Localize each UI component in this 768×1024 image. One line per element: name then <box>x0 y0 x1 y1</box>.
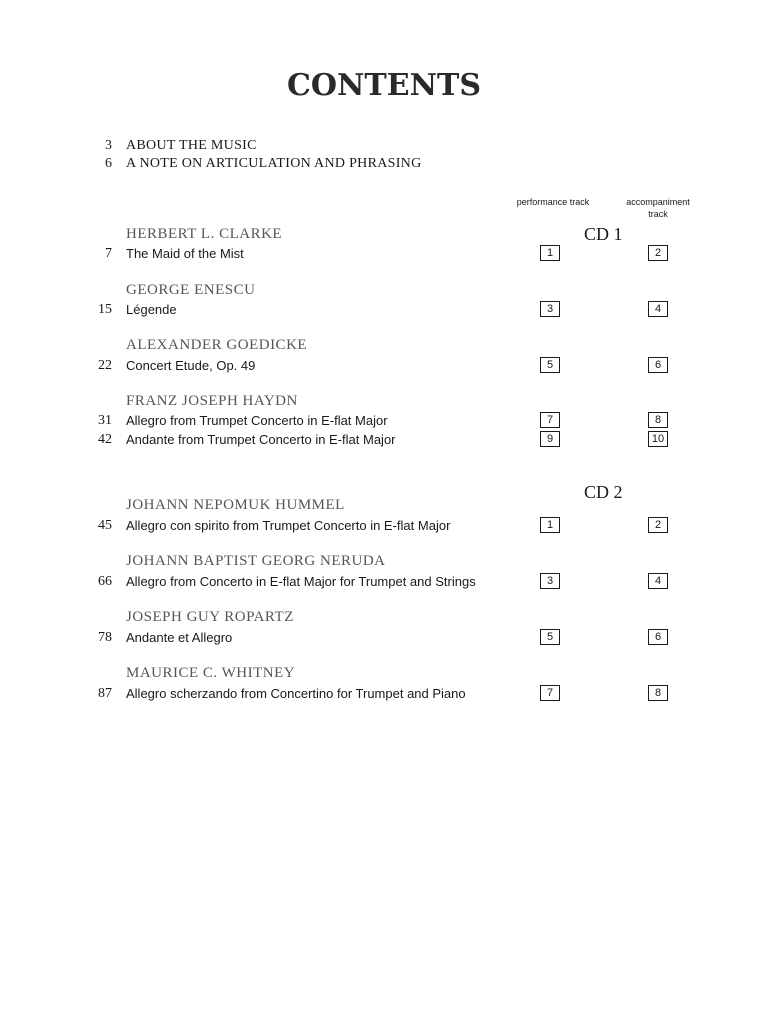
piece-title: Allegro from Trumpet Concerto in E-flat Major <box>126 413 388 428</box>
cd1-label: CD 1 <box>584 224 623 244</box>
accompaniment-track-box: 2 <box>648 517 668 533</box>
piece-title: Concert Etude, Op. 49 <box>126 358 256 373</box>
accompaniment-track-box: 8 <box>648 685 668 701</box>
piece-title: Allegro scherzando from Concertino for Trumpet and Piano <box>126 686 466 701</box>
entry-title: A NOTE ON ARTICULATION AND PHRASING <box>126 156 422 171</box>
performance-track-box: 5 <box>540 629 560 645</box>
performance-track-box: 1 <box>540 245 560 261</box>
page-number: 78 <box>98 630 112 645</box>
entry-title: ABOUT THE MUSIC <box>126 138 257 153</box>
performance-track-box: 3 <box>540 301 560 317</box>
piece-entry[interactable] <box>0 517 768 535</box>
page-title: CONTENTS <box>286 68 482 103</box>
composer-name: FRANZ JOSEPH HAYDN <box>126 393 298 409</box>
piece-title: Légende <box>126 302 177 317</box>
performance-track-box: 7 <box>540 412 560 428</box>
piece-title: Andante et Allegro <box>126 630 233 645</box>
piece-entry[interactable] <box>0 573 768 591</box>
composer-name: JOSEPH GUY ROPARTZ <box>126 609 294 625</box>
composer-name: HERBERT L. CLARKE <box>126 226 283 242</box>
page-number: 66 <box>98 574 112 589</box>
piece-entry[interactable] <box>0 431 768 449</box>
page-number: 3 <box>105 138 112 153</box>
piece-entry[interactable] <box>0 301 768 319</box>
composer-name: ALEXANDER GOEDICKE <box>126 337 308 353</box>
piece-entry[interactable] <box>0 685 768 703</box>
performance-track-header: performance track <box>516 197 590 207</box>
piece-entry[interactable] <box>0 412 768 430</box>
accompaniment-track-box: 4 <box>648 301 668 317</box>
performance-track-box: 7 <box>540 685 560 701</box>
page-number: 22 <box>98 358 112 373</box>
page-number: 87 <box>98 686 112 701</box>
accompaniment-track-box: 4 <box>648 573 668 589</box>
accompaniment-track-box: 2 <box>648 245 668 261</box>
cd2-label: CD 2 <box>584 482 623 502</box>
performance-track-box: 9 <box>540 431 560 447</box>
accompaniment-track-box: 10 <box>648 431 668 447</box>
page-number: 45 <box>98 518 112 533</box>
page-number: 15 <box>98 302 112 317</box>
piece-title: Allegro con spirito from Trumpet Concerto in E-flat Major <box>126 518 451 533</box>
page-number: 31 <box>98 413 112 428</box>
piece-entry[interactable] <box>0 357 768 375</box>
piece-entry[interactable] <box>0 245 768 263</box>
composer-name: JOHANN NEPOMUK HUMMEL <box>126 497 345 513</box>
accompaniment-track-box: 6 <box>648 629 668 645</box>
piece-title: The Maid of the Mist <box>126 246 244 261</box>
page-number: 42 <box>98 432 112 447</box>
performance-track-box: 3 <box>540 573 560 589</box>
composer-name: MAURICE C. WHITNEY <box>126 665 296 681</box>
piece-entry[interactable] <box>0 629 768 647</box>
performance-track-box: 5 <box>540 357 560 373</box>
performance-track-box: 1 <box>540 517 560 533</box>
composer-name: GEORGE ENESCU <box>126 282 256 298</box>
piece-title: Allegro from Concerto in E-flat Major for Trumpet and Strings <box>126 574 476 589</box>
accompaniment-track-box: 6 <box>648 357 668 373</box>
page-number: 6 <box>105 156 112 171</box>
accompaniment-track-header: accompaniment track <box>626 197 690 219</box>
page-number: 7 <box>105 246 112 261</box>
accompaniment-track-box: 8 <box>648 412 668 428</box>
piece-title: Andante from Trumpet Concerto in E-flat Major <box>126 432 396 447</box>
composer-name: JOHANN BAPTIST GEORG NERUDA <box>126 553 386 569</box>
